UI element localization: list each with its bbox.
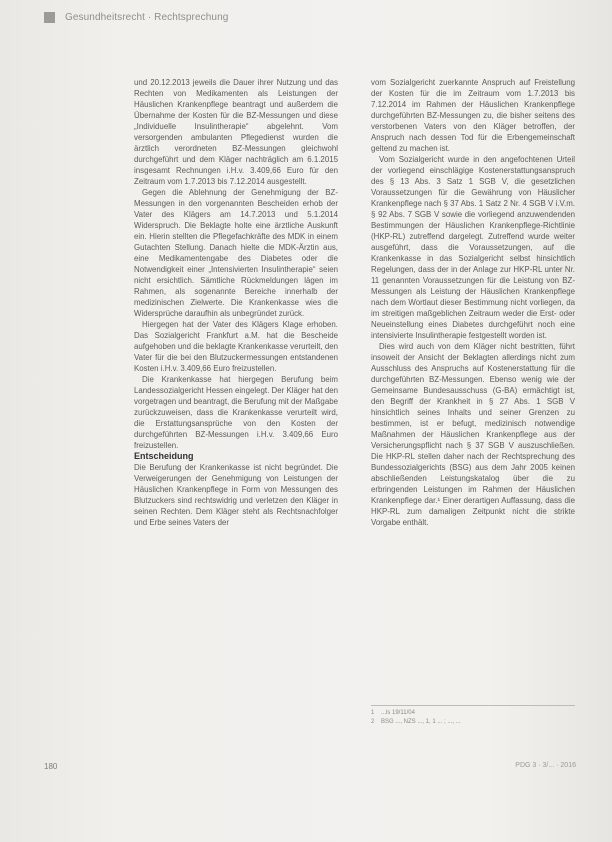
left-paragraph-4: Die Krankenkasse hat hiergegen Berufung beim Landessozialgericht Hessen eingelegt. Der Kläger hat den vorgetragen und beantragt, die Berufung mit der Maßgabe zurückzuweisen, dass die Krankenkasse verurteilt wird, die Erstattungsansprüche von den Kosten der durchgeführten BZ-Messungen i.H.v. 3.409,66 Euro freizustellen. (134, 375, 338, 450)
footnote-number: 2 (371, 719, 375, 725)
header-title: Gesundheitsrecht · Rechtsprechung (65, 11, 229, 23)
footnote-2 (371, 718, 575, 727)
left-paragraph-3: Hiergegen hat der Vater des Klägers Klage erhoben. Das Sozialgericht Frankfurt a.M. hat die Bescheide aufgehoben und die beklagte Krankenkasse verurteilt, den Vater für die bei den Blutzuckermessungen entstandenen Kosten i.H.v. 3.409,66 Euro freizustellen. (134, 320, 338, 373)
footnote-text: BSG ..., NZS ..., 1, 1 ... ; ..., ... (381, 719, 461, 725)
page-header (44, 8, 228, 26)
footnote-number: 1 (371, 710, 375, 716)
right-column (371, 77, 575, 528)
footnote-1 (371, 709, 575, 718)
section-heading: Entscheidung (134, 451, 194, 461)
left-paragraph-1: und 20.12.2013 jeweils die Dauer ihrer Nutzung und das Rechten von Medikamenten als Leistungen der Häuslichen Krankenpflege beantragt und außerdem die Übernahme der Kosten für die BZ-Messungen und diese „Individuelle Insulintherapie“ abgelehnt. Vom versorgenden ambulanten Pflegedienst wurden die ärztlich verordneten BZ-Messungen gleichwohl durchgeführt und dem Kläger nachträglich am 6.1.2015 insgesamt Rechnungen i.H.v. 3.409,66 Euro für den Zeitraum vom 1.7.2013 bis 7.12.2014 ausgestellt. (134, 78, 338, 186)
left-column (134, 77, 338, 528)
footnote-text: ...ls 19/11/04 (381, 710, 415, 716)
right-paragraph-2: Vom Sozialgericht wurde in den angefochtenen Urteil der vorliegend einschlägige Kostenerstattungsanspruch des § 13 Abs. 3 Satz 1 SGB V, die gesetzlichen Voraussetzungen für die Gewährung von Häuslicher Krankenpflege nach § 37 Abs. 1 Satz 2 Nr. 4 SGB V i.V.m. § 92 Abs. 7 SGB V sowie die vorliegend anzuwendenden Bestimmungen der Häuslichen Krankenpflege-Richtlinie (HKP-RL) zutreffend dargelegt. Zutreffend wurde weiter ausgeführt, dass die Voraussetzungen, auf die Krankenkasse in das Sozialgericht selbst hinsichtlich Regelungen, dass der in der Anlage zur HKP-RL unter Nr. 11 genannten Voraussetzungen für die Leistung von BZ-Messungen als Leistung der Häuslichen Krankenpflege nach dem Wortlaut dieser Bestimmung nicht vorliegen, da im streitigen maßgeblichen Zeitraum weder die Erst- oder Neueinstellung eines Diabetes durchgeführt noch eine intensivierte Insulintherapie festgestellt worden ist. (371, 155, 575, 340)
left-paragraph-2: Gegen die Ablehnung der Genehmigung der BZ-Messungen in den vorgenannten Bescheiden erhob der Vater des Klägers am 14.7.2013 und 5.1.2014 Widerspruch. Die Beklagte holte eine ärztliche Auskunft ein. Hierin stellten die Pflegefachkräfte des MDK in einem Gutachten Stellung. Danach hielte die MDK-Ärztin aus, eine Medikamentengabe des Diabetes oder die Notwendigkeit einer „Intensivierten Insulintherapie“ seien nicht ersichtlich. Sämtliche Rückmeldungen lägen im Rahmen, als sogenannte Bereiche innerhalb der medizinischen Zielwerte. Die Krankenkasse wies die Widersprüche daraufhin als unbegründet zurück. (134, 188, 338, 318)
page-footer (44, 762, 576, 774)
journal-reference: PDG 3 · 3/... · 2016 (515, 762, 576, 769)
header-square-icon (44, 12, 55, 23)
right-paragraph-1: vom Sozialgericht zuerkannte Anspruch auf Freistellung der Kosten für die im Zeitraum vom 1.7.2013 bis 7.12.2014 im Rahmen der Häuslichen Krankenpflege durchgeführten BZ-Messungen zu, die bisher seitens des verstorbenen Vaters von den Kläger betroffen, der Anspruch nach dessen Tod für die Erbengemeinschaft geltend zu machen ist. (371, 78, 575, 153)
section-paragraph: Die Berufung der Krankenkasse ist nicht begründet. Die Verweigerungen der Genehmigung von Leistungen der Häuslichen Krankenpflege in Form von Messungen des Blutzuckers sind rechtswidrig und verletzen den Kläger in seinen Rechten. Dem Kläger steht als Rechtsnachfolger und Erbe seines Vaters der (134, 463, 338, 527)
footnotes (371, 705, 575, 727)
right-paragraph-3: Dies wird auch von dem Kläger nicht bestritten, führt insoweit der Ansicht der Beklagten allerdings nicht zum Ausschluss des Anspruchs auf Kostenerstattung für die durchgeführten BZ-Messungen. Ebenso wenig wie der Gemeinsame Bundesausschuss (G-BA) ermächtigt ist, den Begriff der Krankheit in § 27 Abs. 1 SGB V hinsichtlich seines Inhalts und seiner Grenzen zu bestimmen, ist er befugt, medizinisch notwendige Maßnahmen der Häuslichen Krankenpflege aus der Versicherungspflicht nach § 37 SGB V auszuschließen. Die HKP-RL stellen daher nach der Rechtsprechung des Bundessozialgerichts (BSG) aus dem Jahr 2005 keinen abschließenden Leistungskatalog über die zu erbringenden Leistungen im Rahmen der Häuslichen Krankenpflege dar.¹ Einer derartigen Auffassung, dass die HKP-RL zum damaligen Zeitpunkt nicht die strikte Vorgabe enthält. (371, 342, 575, 527)
page-number: 180 (44, 762, 58, 771)
